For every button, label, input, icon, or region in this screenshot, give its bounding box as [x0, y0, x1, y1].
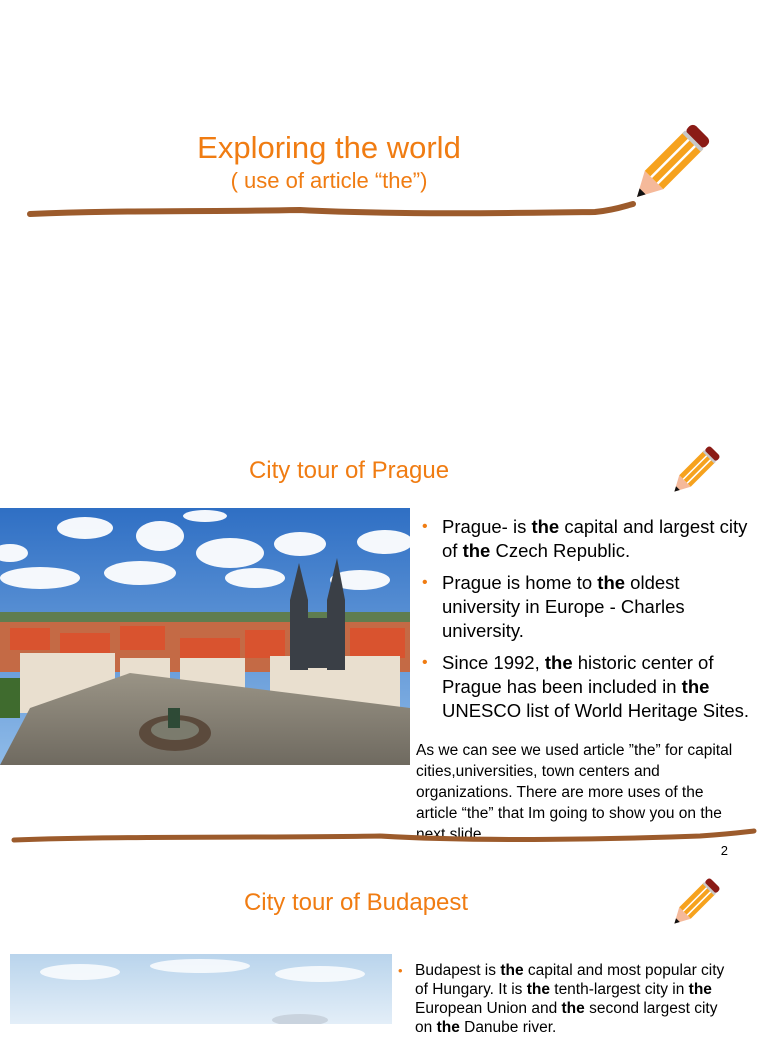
pencil-icon — [628, 108, 728, 204]
slide1-subtitle: ( use of article “the”) — [230, 168, 428, 193]
slide3-title: City tour of Budapest — [243, 889, 469, 916]
slide2-bullet-item: • Prague- is the capital and largest city of the Czech Republic. — [420, 515, 750, 563]
slide1-divider — [0, 196, 660, 226]
slide1-title: Exploring the world — [197, 130, 461, 165]
slide3-bullet-list — [396, 961, 736, 1037]
budapest-photo — [10, 954, 392, 1024]
slide2-bullet-item: • Since 1992, the historic center of Prague has been included in the UNESCO list of World Heritage Sites. — [420, 651, 750, 723]
pencil-icon — [668, 868, 732, 928]
slide3-bullet-item: • Budapest is the capital and most popular city of Hungary. It is the tenth-largest city in the European Union and the second largest city on the Danube river. — [396, 961, 736, 1037]
slide2-title: City tour of Prague — [248, 457, 450, 484]
page-number: 2 — [720, 843, 728, 858]
slide2-paragraph: As we can see we used article ”the” for capital cities,universities, town centers and organizations. There are more uses of the article “the” that Im going to show you on the next slide. — [416, 742, 733, 843]
pencil-icon — [668, 436, 732, 496]
slide2-bullet-item: • Prague is home to the oldest university in Europe - Charles university. — [420, 571, 750, 643]
prague-photo — [0, 508, 410, 765]
slide2-divider — [0, 826, 768, 850]
slide2-bullet-list — [420, 515, 750, 731]
